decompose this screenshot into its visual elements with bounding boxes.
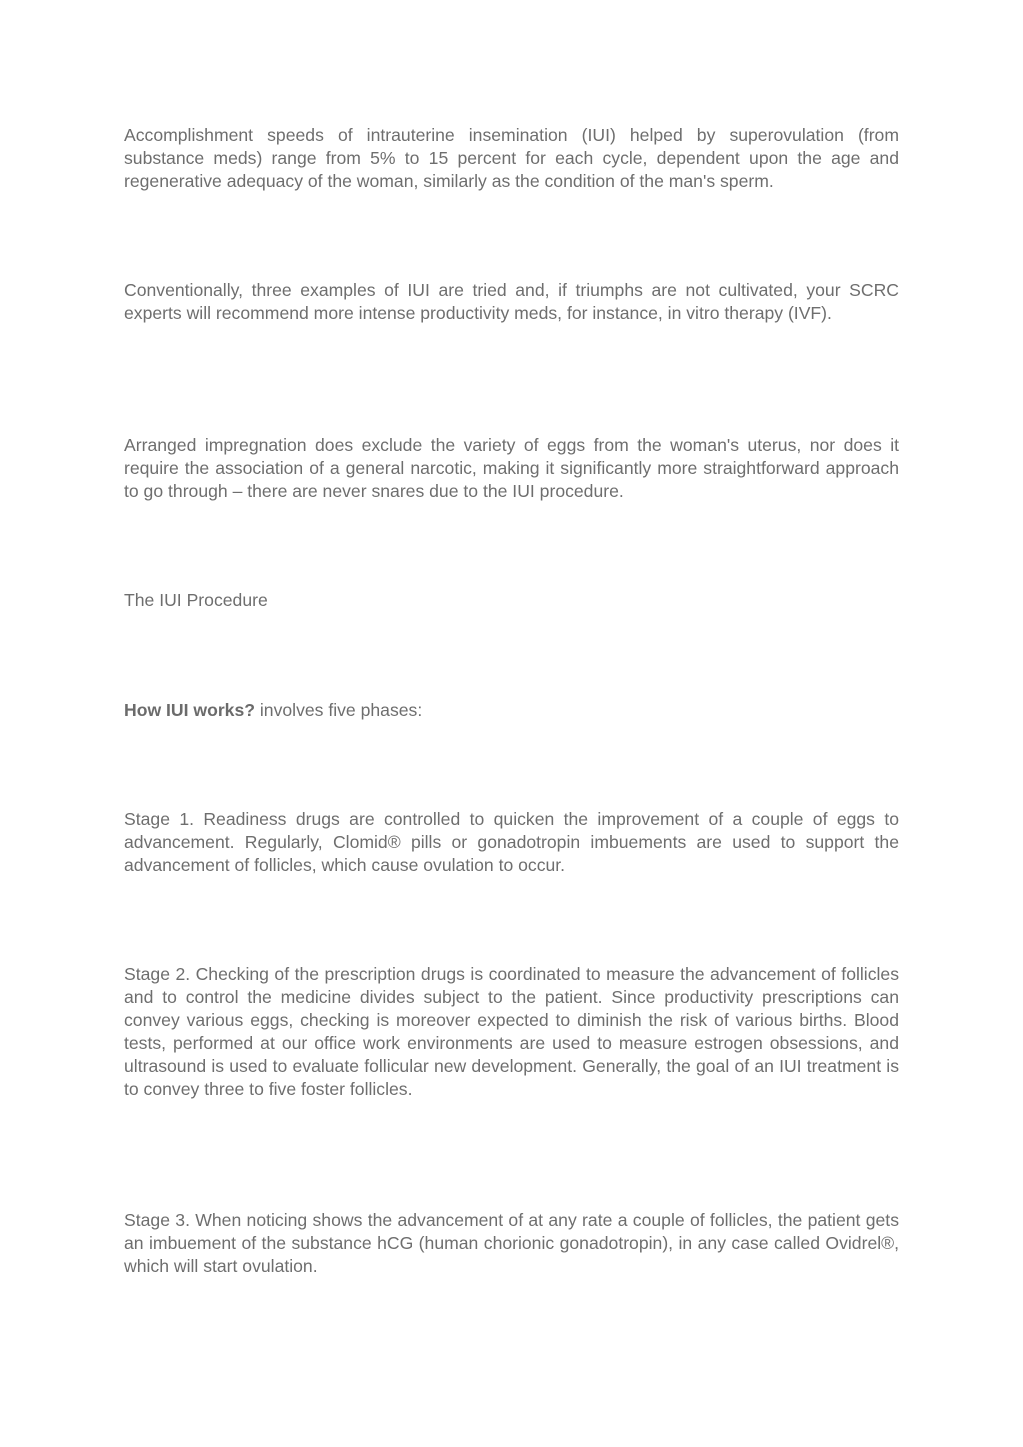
paragraph-success-rates: Accomplishment speeds of intrauterine insemination (IUI) helped by superovulation (from substance meds) range from 5% to 15 percent for each cycle, dependent upon the age and regenerative adequacy of the woman, similarly as the condition of the man's sperm. [124,125,899,191]
paragraph-conventional-iui: Conventionally, three examples of IUI are tried and, if triumphs are not cultivated, your SCRC experts will recommend more intense productivity meds, for instance, in vitro therapy (IVF). [124,280,899,323]
how-it-works-rest: involves five phases: [255,700,423,720]
section-title: The IUI Procedure [124,590,268,610]
stage-2-paragraph: Stage 2. Checking of the prescription drugs is coordinated to measure the advancement of follicles and to control the medicine divides subject to the patient. Since productivity prescriptions can convey various eggs, checking is moreover expected to diminish the risk of various births. Blood tests, performed at our office work environments are used to measure estrogen obsessions, and ultrasound is used to evaluate follicular new development. Generally, the goal of an IUI treatment is to convey three to five foster follicles. [124,964,899,1099]
stage-1-paragraph: Stage 1. Readiness drugs are controlled to quicken the improvement of a couple of eggs to advancement. Regularly, Clomid® pills or gonadotropin imbuements are used to support the advancement of follicles, which cause ovulation to occur. [124,809,899,875]
how-it-works-line [124,699,899,722]
paragraph-arranged-impregnation: Arranged impregnation does exclude the variety of eggs from the woman's uterus, nor does it require the association of a general narcotic, making it significantly more straightforward approach to go through – there are never snares due to the IUI procedure. [124,435,899,501]
how-it-works-bold: How IUI works? [124,700,255,720]
stage-3-paragraph: Stage 3. When noticing shows the advancement of at any rate a couple of follicles, the patient gets an imbuement of the substance hCG (human chorionic gonadotropin), in any case called Ovidrel®, which will start ovulation. [124,1210,899,1276]
